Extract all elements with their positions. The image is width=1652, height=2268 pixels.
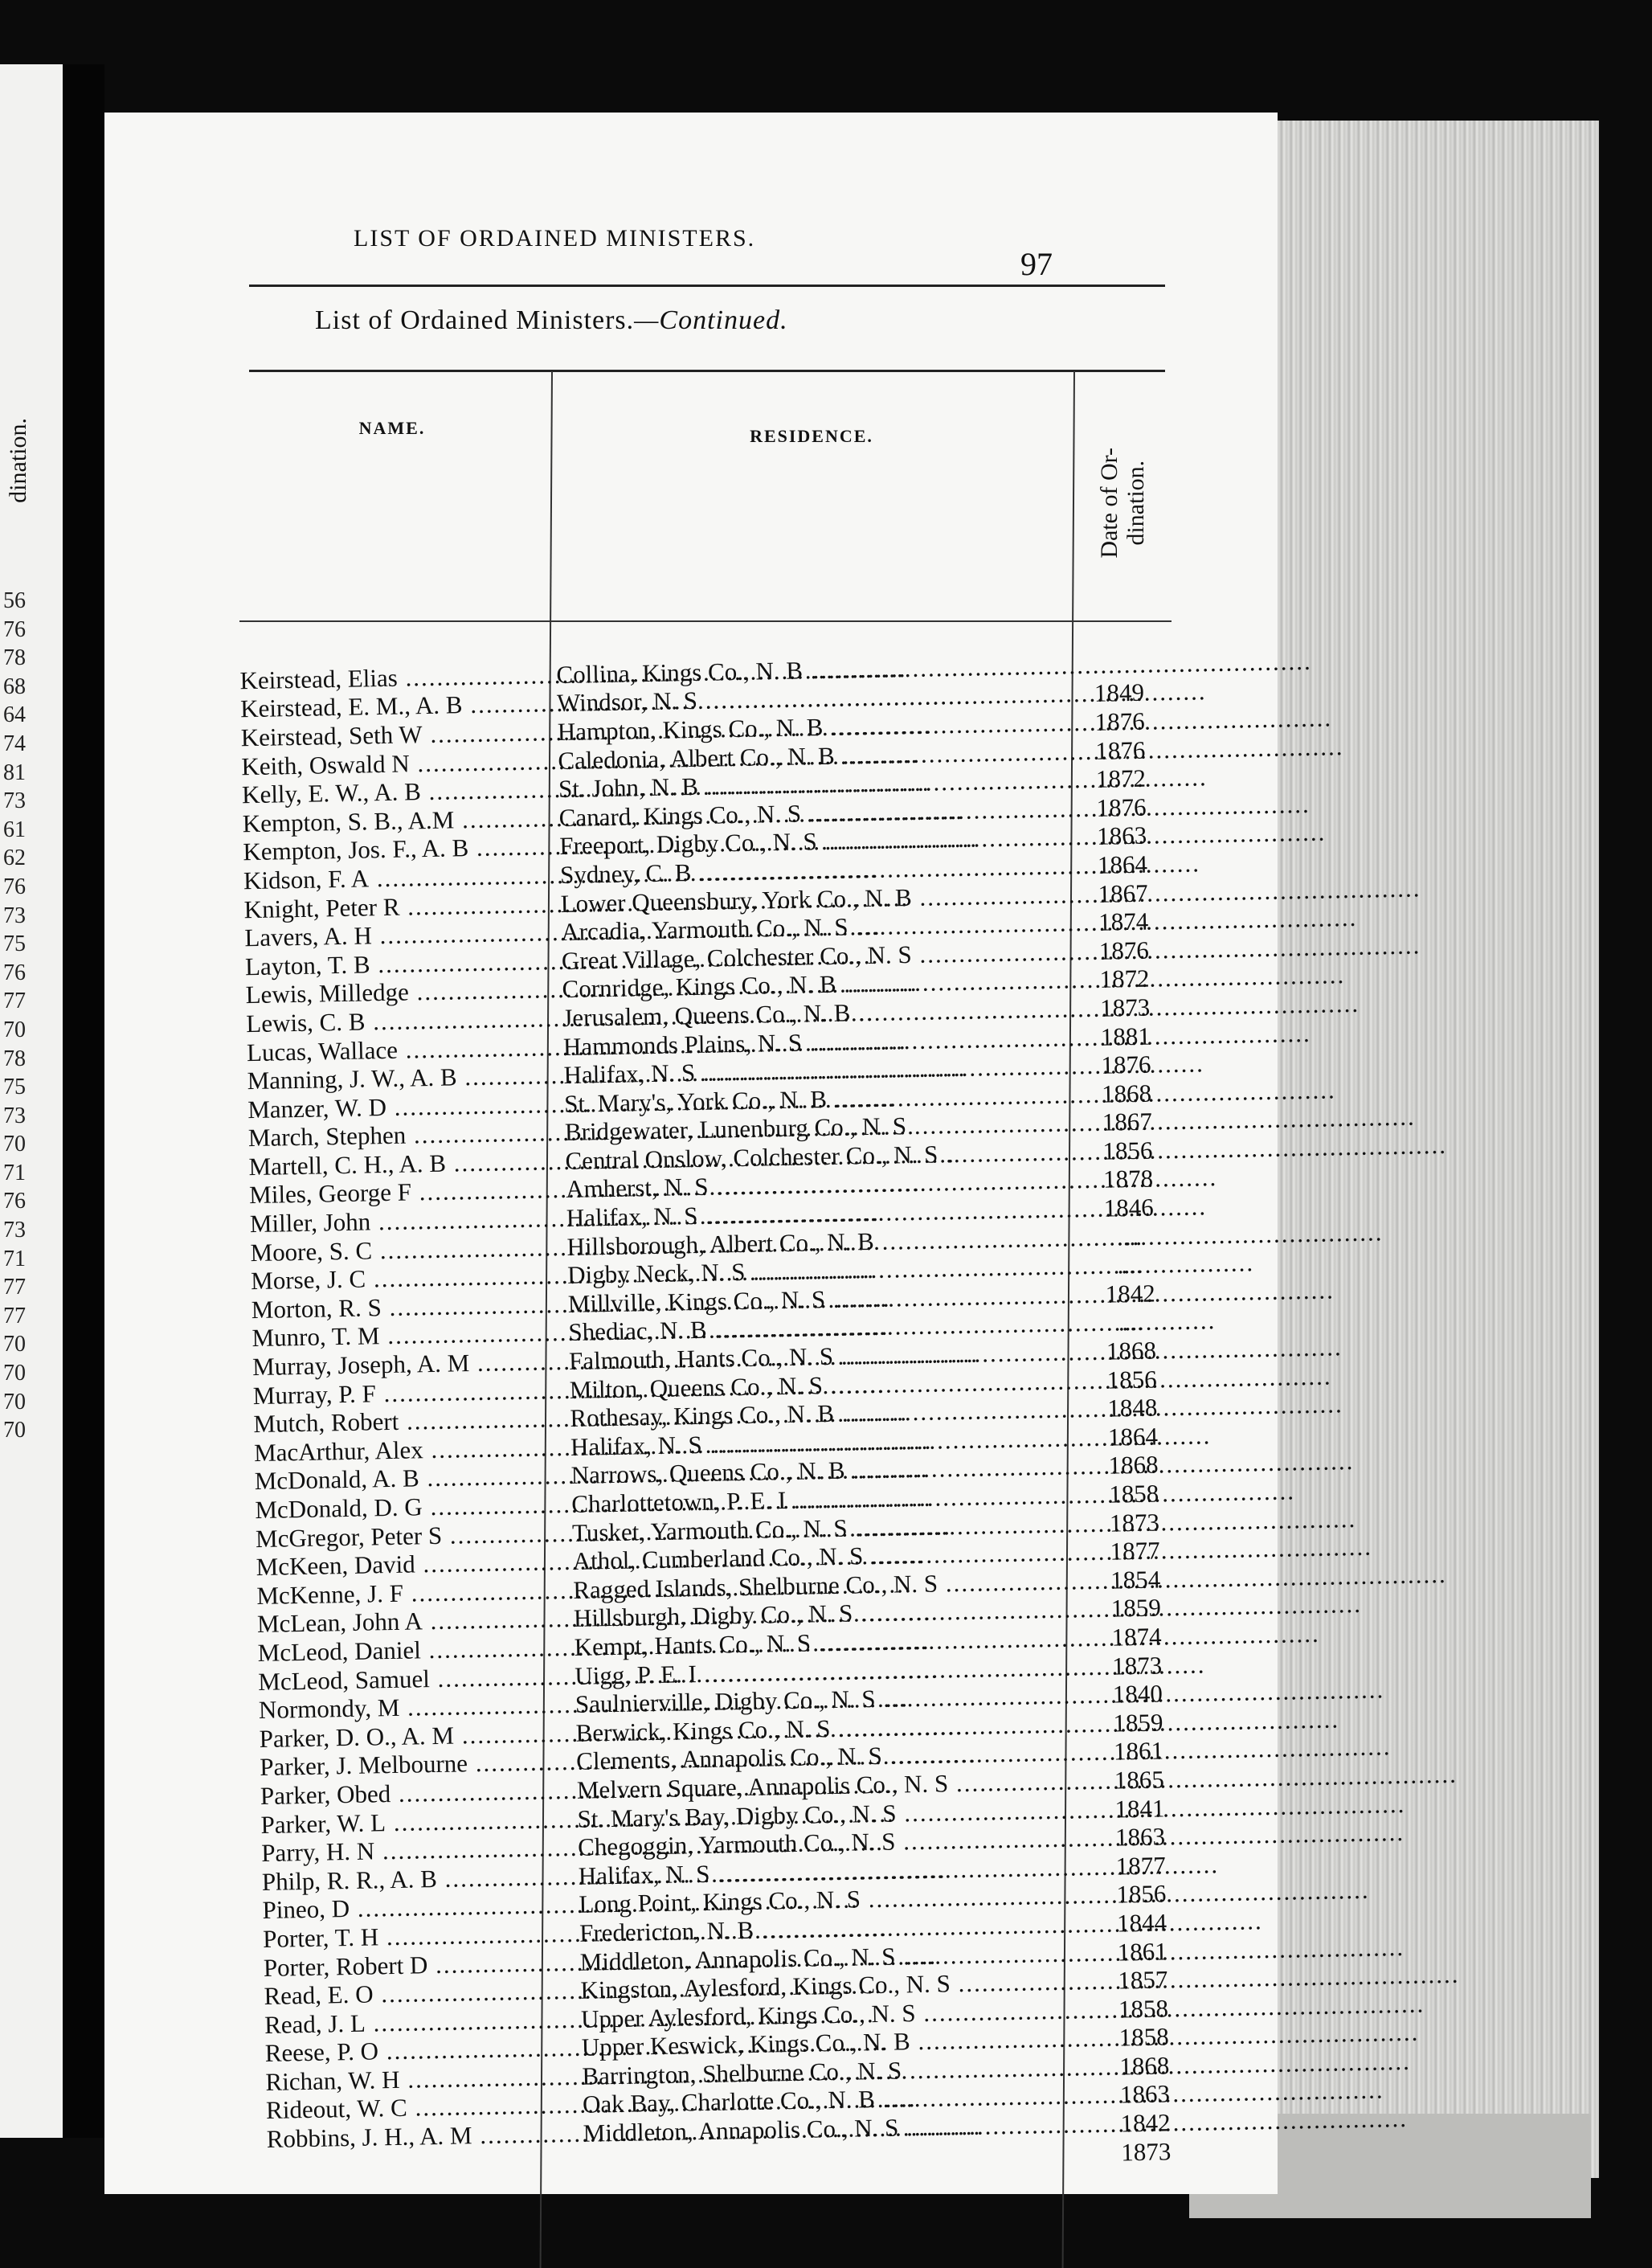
left-page-fragment-text: 75: [3, 1075, 26, 1100]
minister-residence: Windsor, N. S .....: [554, 680, 1072, 718]
minister-name: Philp, R. R., A. B .....: [262, 1862, 576, 1897]
left-page-fragment-text: 70: [3, 1418, 26, 1443]
minister-name: Murray, P. F .....: [252, 1376, 566, 1410]
ordination-date: 1865: [1114, 1765, 1165, 1795]
ordination-date: 1859: [1110, 1593, 1162, 1623]
minister-name: Keirstead, E. M., A. B .....: [240, 689, 554, 723]
minister-residence: Jerusalem, Queens Co., N. B .....: [559, 994, 1077, 1033]
minister-residence: Charlottetown, P. E. I .....: [568, 1480, 1086, 1519]
minister-residence: Barrington, Shelburne Co., N. S .....: [579, 2053, 1097, 2091]
left-page-fragment-text: 61: [3, 817, 26, 842]
ordination-date: 1872: [1095, 764, 1147, 793]
minister-residence: Middleton, Annapolis Co., N. S .....: [576, 1938, 1094, 1977]
ordination-date: 1873: [1099, 993, 1151, 1022]
minister-residence: Uigg, P. E. I .....: [571, 1652, 1090, 1691]
header-rule: [249, 285, 1165, 287]
minister-residence: Halifax, N. S .....: [560, 1051, 1078, 1090]
left-page-fragment-text: 70: [3, 1389, 26, 1414]
left-page-fragment-text: 64: [3, 702, 26, 728]
ordination-date: 1846: [1103, 1193, 1155, 1222]
left-page-fragment-text: 76: [3, 874, 26, 899]
left-page-fragment-text: 70: [3, 1332, 26, 1357]
ordination-date: 1861: [1113, 1736, 1164, 1766]
table-title-continued: —Continued.: [634, 305, 788, 335]
minister-residence: Amherst, N. S .....: [562, 1166, 1081, 1205]
minister-residence: Millville, Kings Co., N. S .....: [564, 1280, 1082, 1319]
ordination-date: 1876: [1101, 1050, 1151, 1079]
minister-residence: Long Point, Kings Co., N. S .....: [575, 1881, 1094, 1919]
minister-name: Munro, T. M .....: [251, 1318, 566, 1353]
minister-residence: Caledonia, Albert Co., N. B .....: [554, 737, 1073, 776]
minister-residence: Shediac, N. B .....: [565, 1309, 1083, 1348]
book-spine-shadow: [63, 64, 104, 2138]
minister-residence: Great Village, Colchester Co., N. S .....: [558, 937, 1077, 976]
ordination-date: 1840: [1112, 1679, 1163, 1709]
minister-name: Keirstead, Elias .....: [239, 661, 554, 695]
ordination-date: 1876: [1094, 735, 1146, 765]
minister-name: Lucas, Wallace .....: [247, 1033, 561, 1067]
ordination-date: 1873: [1109, 1508, 1160, 1537]
table-title-main: List of Ordained Ministers.: [315, 305, 635, 335]
minister-name: Normondy, M .....: [259, 1690, 573, 1725]
left-page-fragment-text: 75: [3, 931, 26, 957]
minister-name: [267, 2162, 580, 2168]
ordination-date: 1849: [1094, 678, 1145, 708]
minister-name: Robbins, J. H., A. M .....: [266, 2119, 580, 2154]
minister-residence: Kingston, Aylesford, Kings Co., N. S .....: [577, 1967, 1095, 2005]
minister-name: Manning, J. W., A. B .....: [247, 1061, 561, 1095]
minister-name: Morton, R. S .....: [251, 1290, 566, 1324]
minister-residence: St. Mary's Bay, Digby Co., N. S .....: [574, 1795, 1092, 1834]
left-page-fragment: [0, 64, 63, 2138]
minister-residence: Kempt, Hants Co., N. S .....: [570, 1623, 1089, 1662]
ordination-date: 1861: [1117, 1936, 1167, 1967]
minister-residence: St. John, N. B .....: [555, 765, 1073, 804]
left-page-fragment-text: 77: [3, 1303, 26, 1328]
minister-name: McKeen, David .....: [256, 1547, 570, 1582]
left-page-fragment-text: 70: [3, 1017, 26, 1042]
minister-name: Parker, Obed .....: [260, 1776, 575, 1811]
minister-residence: Fredericton, N. B .....: [576, 1910, 1094, 1948]
minister-name: Lewis, Milledge .....: [245, 975, 559, 1009]
ordination-date: 1877: [1115, 1851, 1167, 1881]
minister-name: Reese, P. O .....: [264, 2033, 579, 2068]
minister-name: McDonald, D. G .....: [255, 1490, 569, 1525]
minister-name: Richan, W. H .....: [265, 2062, 579, 2097]
minister-name: Parker, J. Melbourne .....: [260, 1747, 574, 1782]
ordination-date: 1863: [1114, 1822, 1166, 1852]
ordination-date: 1856: [1106, 1365, 1157, 1394]
ordination-date: 1856: [1102, 1136, 1153, 1165]
minister-name: March, Stephen .....: [248, 1118, 562, 1152]
minister-name: Morse, J. C .....: [251, 1261, 565, 1296]
ordination-date: 1874: [1111, 1622, 1162, 1652]
minister-name: Knight, Peter R .....: [243, 890, 558, 924]
minister-name: Murray, Joseph, A. M .....: [252, 1347, 566, 1382]
left-page-fragment-text: 81: [3, 759, 26, 785]
minister-residence: Falmouth, Hants Co., N. S .....: [566, 1337, 1084, 1376]
minister-residence: Tusket, Yarmouth Co., N. S .....: [569, 1509, 1087, 1548]
minister-residence: Bridgewater, Lunenburg Co., N. S .....: [562, 1109, 1080, 1148]
minister-name: Keith, Oswald N .....: [241, 747, 555, 781]
minister-name: Pineo, D .....: [262, 1890, 576, 1925]
minister-residence: Collina, Kings Co., N. B .....: [553, 651, 1071, 690]
minister-name: Kelly, E. W., A. B .....: [242, 775, 556, 809]
running-title: LIST OF ORDAINED MINISTERS.: [354, 225, 756, 252]
minister-residence: Halifax, N. S .....: [567, 1423, 1086, 1462]
minister-residence: Ragged Islands, Shelburne Co., N. S .....: [570, 1566, 1088, 1605]
left-page-fragment-text: 76: [3, 1189, 26, 1214]
minister-name: Miller, John .....: [250, 1204, 564, 1238]
minister-name: Kidson, F. A .....: [243, 861, 558, 895]
minister-name: Manzer, W. D .....: [247, 1090, 562, 1124]
left-page-fragment-text: 70: [3, 1132, 26, 1157]
left-page-fragment-text: 73: [3, 903, 26, 928]
minister-residence: Chegoggin, Yarmouth Co., N. S .....: [575, 1824, 1093, 1862]
ordination-date: 1854: [1110, 1565, 1161, 1595]
minister-name: McKenne, J. F .....: [256, 1576, 570, 1611]
minister-residence: Cornridge, Kings Co., N. B .....: [558, 966, 1077, 1005]
minister-residence: Narrows, Queens Co., N. B .....: [567, 1452, 1086, 1491]
minister-residence: St. Mary's, York Co., N. B .....: [561, 1080, 1079, 1119]
minister-residence: Hillsborough, Albert Co., N. B .....: [563, 1223, 1082, 1262]
minister-name: Rideout, W. C .....: [266, 2090, 580, 2125]
left-page-fragment-text: 74: [3, 731, 26, 756]
book-page: [104, 113, 1278, 2194]
minister-name: Layton, T. B .....: [245, 947, 559, 981]
ordination-date: 1864: [1097, 849, 1148, 879]
column-header-date: [1075, 375, 1170, 632]
minister-residence: Sydney, C. B .....: [557, 851, 1075, 890]
left-page-fragment-text: 68: [3, 673, 26, 699]
minister-name: Kempton, Jos. F., A. B .....: [243, 832, 557, 866]
left-page-fragment-text: 71: [3, 1246, 26, 1271]
minister-name: Read, J. L .....: [264, 2005, 579, 2040]
minister-name: Parry, H. N .....: [261, 1833, 575, 1868]
column-header-date-label: Date of Or- dination.: [1096, 448, 1149, 559]
left-page-fragment-text: 78: [3, 645, 26, 671]
minister-name: McDonald, A. B .....: [254, 1461, 568, 1496]
ordination-date: ....: [1116, 1222, 1143, 1251]
left-page-fragment-text: 73: [3, 1218, 26, 1243]
minister-residence: Halifax, N. S .....: [575, 1852, 1094, 1891]
minister-name: McLean, John A .....: [257, 1604, 571, 1639]
minister-residence: Hammonds Plains, N. S .....: [560, 1023, 1078, 1062]
ordination-date: 1842: [1105, 1279, 1155, 1308]
left-page-fragment-text: 73: [3, 1103, 26, 1128]
ordination-date: ....: [1118, 1308, 1144, 1337]
minister-residence: Canard, Kings Co., N. S .....: [555, 794, 1073, 833]
ordination-date: 1844: [1116, 1908, 1167, 1938]
minister-name: Parker, D. O., A. M .....: [259, 1719, 573, 1754]
ordination-date: 1864: [1107, 1422, 1159, 1451]
minister-name: MacArthur, Alex .....: [254, 1433, 568, 1468]
ordination-date: 1867: [1102, 1107, 1153, 1136]
ordination-date: 1876: [1094, 706, 1145, 736]
left-page-fragment-text: 62: [3, 845, 26, 871]
minister-residence: Saulnierville, Digby Co., N. S .....: [572, 1681, 1090, 1719]
left-page-fragment-text: 76: [3, 960, 26, 985]
minister-name: Miles, George F .....: [249, 1175, 563, 1210]
ordination-date: 1881: [1100, 1021, 1151, 1051]
left-page-fragment-text: 71: [3, 1160, 26, 1185]
ordination-date: 1848: [1106, 1393, 1158, 1423]
left-page-date-fragments: [3, 588, 26, 1447]
minister-residence: Halifax, N. S .....: [563, 1194, 1082, 1233]
minister-residence: Clements, Annapolis Co., N. S .....: [573, 1738, 1091, 1776]
minister-name: Parker, W. L .....: [260, 1804, 575, 1839]
ordination-date: 1857: [1118, 1965, 1168, 1995]
minister-name: McGregor, Peter S .....: [256, 1519, 570, 1554]
minister-name: Martell, C. H., A. B .....: [248, 1147, 562, 1181]
ordination-date: 1863: [1119, 2079, 1171, 2109]
minister-residence: Hillsburgh, Digby Co., N. S .....: [570, 1595, 1089, 1634]
ordination-date: 1859: [1113, 1708, 1163, 1738]
minister-residence: Middleton, Annapolis Co., N. S .....: [579, 2110, 1098, 2148]
page-number: 97: [1020, 246, 1053, 282]
left-page-fragment-text: 76: [3, 616, 26, 642]
minister-name: McLeod, Samuel .....: [258, 1661, 572, 1696]
ordination-date: 1868: [1118, 2051, 1170, 2081]
minister-residence: Arcadia, Yarmouth Co., N. S .....: [558, 908, 1076, 947]
left-page-column-head: dination.: [5, 418, 31, 503]
ordination-date: 1877: [1110, 1536, 1160, 1566]
minister-name: Mutch, Robert .....: [253, 1404, 567, 1439]
minister-residence: Berwick, Kings Co., N. S .....: [572, 1709, 1090, 1748]
ordination-date: 1878: [1102, 1165, 1154, 1194]
minister-residence: Athol, Cumberland Co., N. S .....: [569, 1537, 1087, 1576]
minister-residence: Upper Keswick, Kings Co., N. B .....: [578, 2024, 1096, 2062]
header-bottom-rule: [239, 620, 1172, 622]
ordination-date: 1868: [1106, 1336, 1157, 1365]
ordination-date: 1858: [1108, 1479, 1159, 1509]
ordination-date: 1876: [1096, 792, 1147, 822]
ordination-date: 1876: [1098, 935, 1150, 965]
table-top-rule: [249, 370, 1165, 372]
column-header-name: NAME.: [358, 418, 426, 438]
ordination-date: 1856: [1116, 1879, 1167, 1909]
ordination-date: 1868: [1108, 1450, 1159, 1480]
minister-name: Porter, Robert D .....: [264, 1947, 578, 1982]
ordination-date: 1873: [1111, 1651, 1163, 1681]
minister-name: Moore, S. C .....: [250, 1233, 564, 1267]
minister-name: Lavers, A. H .....: [244, 918, 558, 952]
left-page-fragment-text: 56: [3, 588, 26, 613]
minister-residence: Oak Bay, Charlotte Co., N. B .....: [579, 2081, 1098, 2119]
minister-residence: Digby Neck, N. S .....: [564, 1251, 1082, 1290]
left-page-fragment-text: 77: [3, 1275, 26, 1300]
minister-residence: Melvern Square, Annapolis Co., N. S .....: [574, 1767, 1092, 1805]
ordination-date: 1858: [1118, 2022, 1169, 2052]
ordination-date: 1858: [1118, 1994, 1169, 2024]
minister-residence: Lower Queensbury, York Co., N. B .....: [557, 880, 1075, 919]
ordination-date: 1867: [1098, 878, 1148, 908]
minister-name: Lewis, C. B .....: [246, 1004, 560, 1038]
left-page-fragment-text: 77: [3, 989, 26, 1014]
left-page-fragment-text: 73: [3, 788, 26, 814]
ordination-date: 1842: [1120, 2108, 1171, 2138]
minister-name: Porter, T. H .....: [263, 1919, 577, 1954]
ordination-date: 1873: [1120, 2137, 1172, 2167]
minister-residence: Upper Aylesford, Kings Co., N. S .....: [578, 1996, 1096, 2034]
column-header-residence: RESIDENCE.: [750, 426, 873, 446]
ministers-table: [239, 649, 1199, 2182]
ordination-date: 1868: [1101, 1079, 1152, 1108]
minister-name: Keirstead, Seth W .....: [240, 718, 554, 752]
minister-residence: Rothesay, Kings Co., N. B .....: [566, 1394, 1085, 1433]
minister-residence: Hampton, Kings Co., N. B .....: [554, 708, 1072, 747]
ordination-date: 1863: [1096, 821, 1147, 851]
minister-residence: Milton, Queens Co., N. S .....: [566, 1366, 1084, 1405]
minister-name: Kempton, S. B., A.M .....: [242, 804, 556, 838]
minister-residence: [580, 2153, 1098, 2163]
ordination-date: 1841: [1114, 1793, 1165, 1824]
table-title: [315, 305, 788, 336]
ordination-date: 1874: [1098, 907, 1149, 936]
minister-residence: Central Onslow, Colchester Co., N. S .....: [562, 1137, 1080, 1176]
minister-residence: Freeport, Digby Co., N. S .....: [556, 823, 1074, 862]
left-page-fragment-text: 78: [3, 1046, 26, 1071]
minister-name: McLeod, Daniel .....: [257, 1633, 571, 1668]
minister-name: Read, E. O .....: [264, 1976, 578, 2011]
left-page-fragment-text: 70: [3, 1361, 26, 1386]
ordination-date: ....: [1117, 1251, 1143, 1279]
ordination-date: 1872: [1099, 964, 1150, 994]
